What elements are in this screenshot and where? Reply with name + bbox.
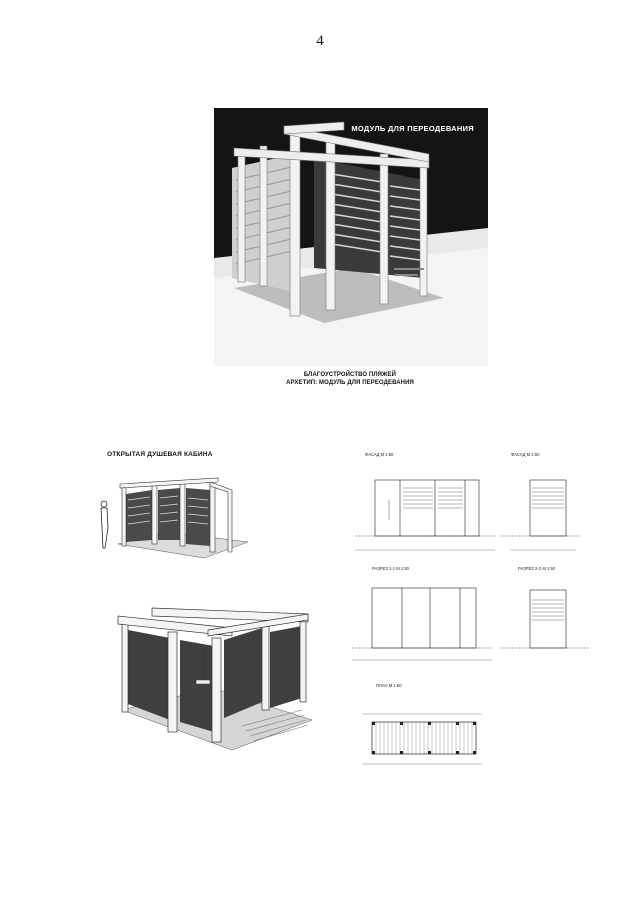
section-title: ОТКРЫТАЯ ДУШЕВАЯ КАБИНА (107, 451, 213, 458)
section-2-drawing (500, 580, 590, 677)
facade-1-drawing (355, 470, 495, 567)
facade-2-label: ФАСАД М 1:50 (511, 452, 540, 457)
page-number: 4 (316, 33, 324, 49)
shower-cabin-sketch-perspective (112, 600, 322, 765)
caption-line-1: БЛАГОУСТРОЙСТВО ПЛЯЖЕЙ (303, 372, 397, 378)
render-title: МОДУЛЬ ДЛЯ ПЕРЕОДЕВАНИЯ (351, 124, 474, 133)
changing-module-render (214, 108, 488, 366)
plan-label: ПЛАН М 1:50 (376, 683, 402, 688)
plan-drawing (352, 708, 492, 783)
person-figure (101, 501, 108, 548)
section-2-label: РАЗРЕЗ 2-2 М 1:50 (518, 566, 555, 571)
facade-1-label: ФАСАД М 1:50 (365, 452, 394, 457)
shower-cabin-sketch-front (92, 470, 252, 565)
section-1-drawing (352, 580, 492, 677)
caption-line-2: АРХЕТИП: МОДУЛЬ ДЛЯ ПЕРЕОДЕВАНИЯ (286, 380, 414, 386)
changing-module-illustration (214, 108, 488, 366)
section-1-label: РАЗРЕЗ 1-1 М 1:50 (372, 566, 409, 571)
facade-2-drawing (500, 470, 580, 567)
